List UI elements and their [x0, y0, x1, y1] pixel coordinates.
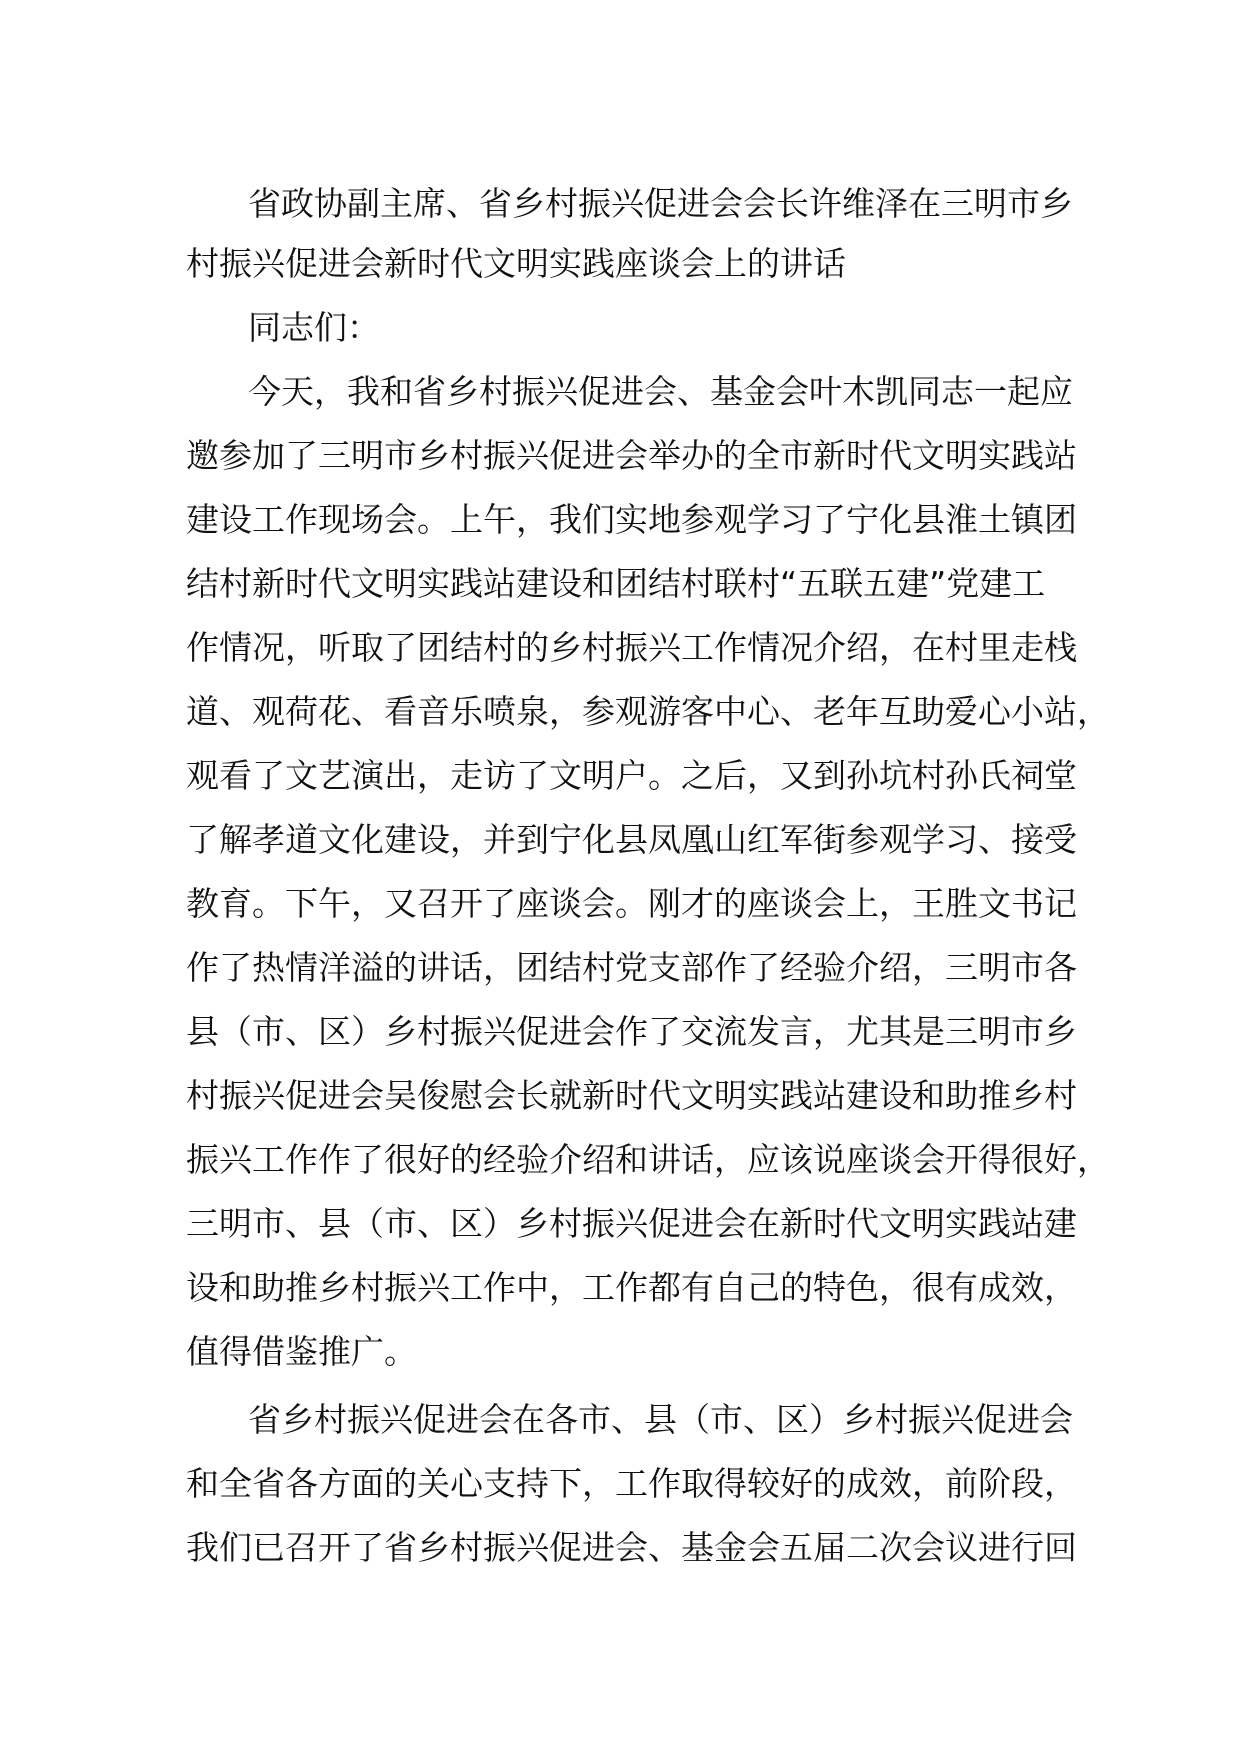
paragraph1-line-15: 设和助推乡村振兴工作中，工作都有自己的特色，很有成效， — [186, 1268, 1077, 1307]
paragraph1-line-14: 三明市、县（市、区）乡村振兴促进会在新时代文明实践站建 — [186, 1204, 1077, 1243]
paragraph1-line-9: 教育。下午，又召开了座谈会。刚才的座谈会上，王胜文书记 — [186, 884, 1077, 923]
title-line-2: 村振兴促进会新时代文明实践座谈会上的讲话 — [186, 244, 846, 283]
paragraph1-line-7: 观看了文艺演出，走访了文明户。之后，又到孙坑村孙氏祠堂 — [186, 756, 1077, 795]
paragraph1-line-6: 道、观荷花、看音乐喷泉，参观游客中心、老年互助爱心小站， — [186, 692, 1110, 731]
paragraph1-line-8: 了解孝道文化建设，并到宁化县凤凰山红军街参观学习、接受 — [186, 820, 1077, 859]
paragraph1-line-13: 振兴工作作了很好的经验介绍和讲话，应该说座谈会开得很好， — [186, 1140, 1110, 1179]
paragraph1-line-10: 作了热情洋溢的讲话，团结村党支部作了经验介绍，三明市各 — [186, 948, 1077, 987]
paragraph1-line-16: 值得借鉴推广。 — [186, 1332, 417, 1371]
paragraph1-line-4: 结村新时代文明实践站建设和团结村联村“五联五建”党建工 — [186, 564, 1046, 603]
salutation: 同志们： — [248, 308, 380, 347]
title-line-1: 省政协副主席、省乡村振兴促进会会长许维泽在三明市乡 — [248, 184, 1073, 223]
paragraph2-line-2: 和全省各方面的关心支持下，工作取得较好的成效，前阶段， — [186, 1464, 1077, 1503]
paragraph1-line-12: 村振兴促进会吴俊慰会长就新时代文明实践站建设和助推乡村 — [186, 1076, 1077, 1115]
paragraph2-line-3: 我们已召开了省乡村振兴促进会、基金会五届二次会议进行回 — [186, 1528, 1077, 1567]
paragraph1-line-2: 邀参加了三明市乡村振兴促进会举办的全市新时代文明实践站 — [186, 436, 1077, 475]
paragraph1-line-3: 建设工作现场会。上午，我们实地参观学习了宁化县淮土镇团 — [186, 500, 1077, 539]
paragraph1-line-1: 今天，我和省乡村振兴促进会、基金会叶木凯同志一起应 — [248, 372, 1073, 411]
paragraph2-line-1: 省乡村振兴促进会在各市、县（市、区）乡村振兴促进会 — [248, 1400, 1073, 1439]
paragraph1-line-11: 县（市、区）乡村振兴促进会作了交流发言，尤其是三明市乡 — [186, 1012, 1077, 1051]
paragraph1-line-5: 作情况，听取了团结村的乡村振兴工作情况介绍，在村里走栈 — [186, 628, 1077, 667]
